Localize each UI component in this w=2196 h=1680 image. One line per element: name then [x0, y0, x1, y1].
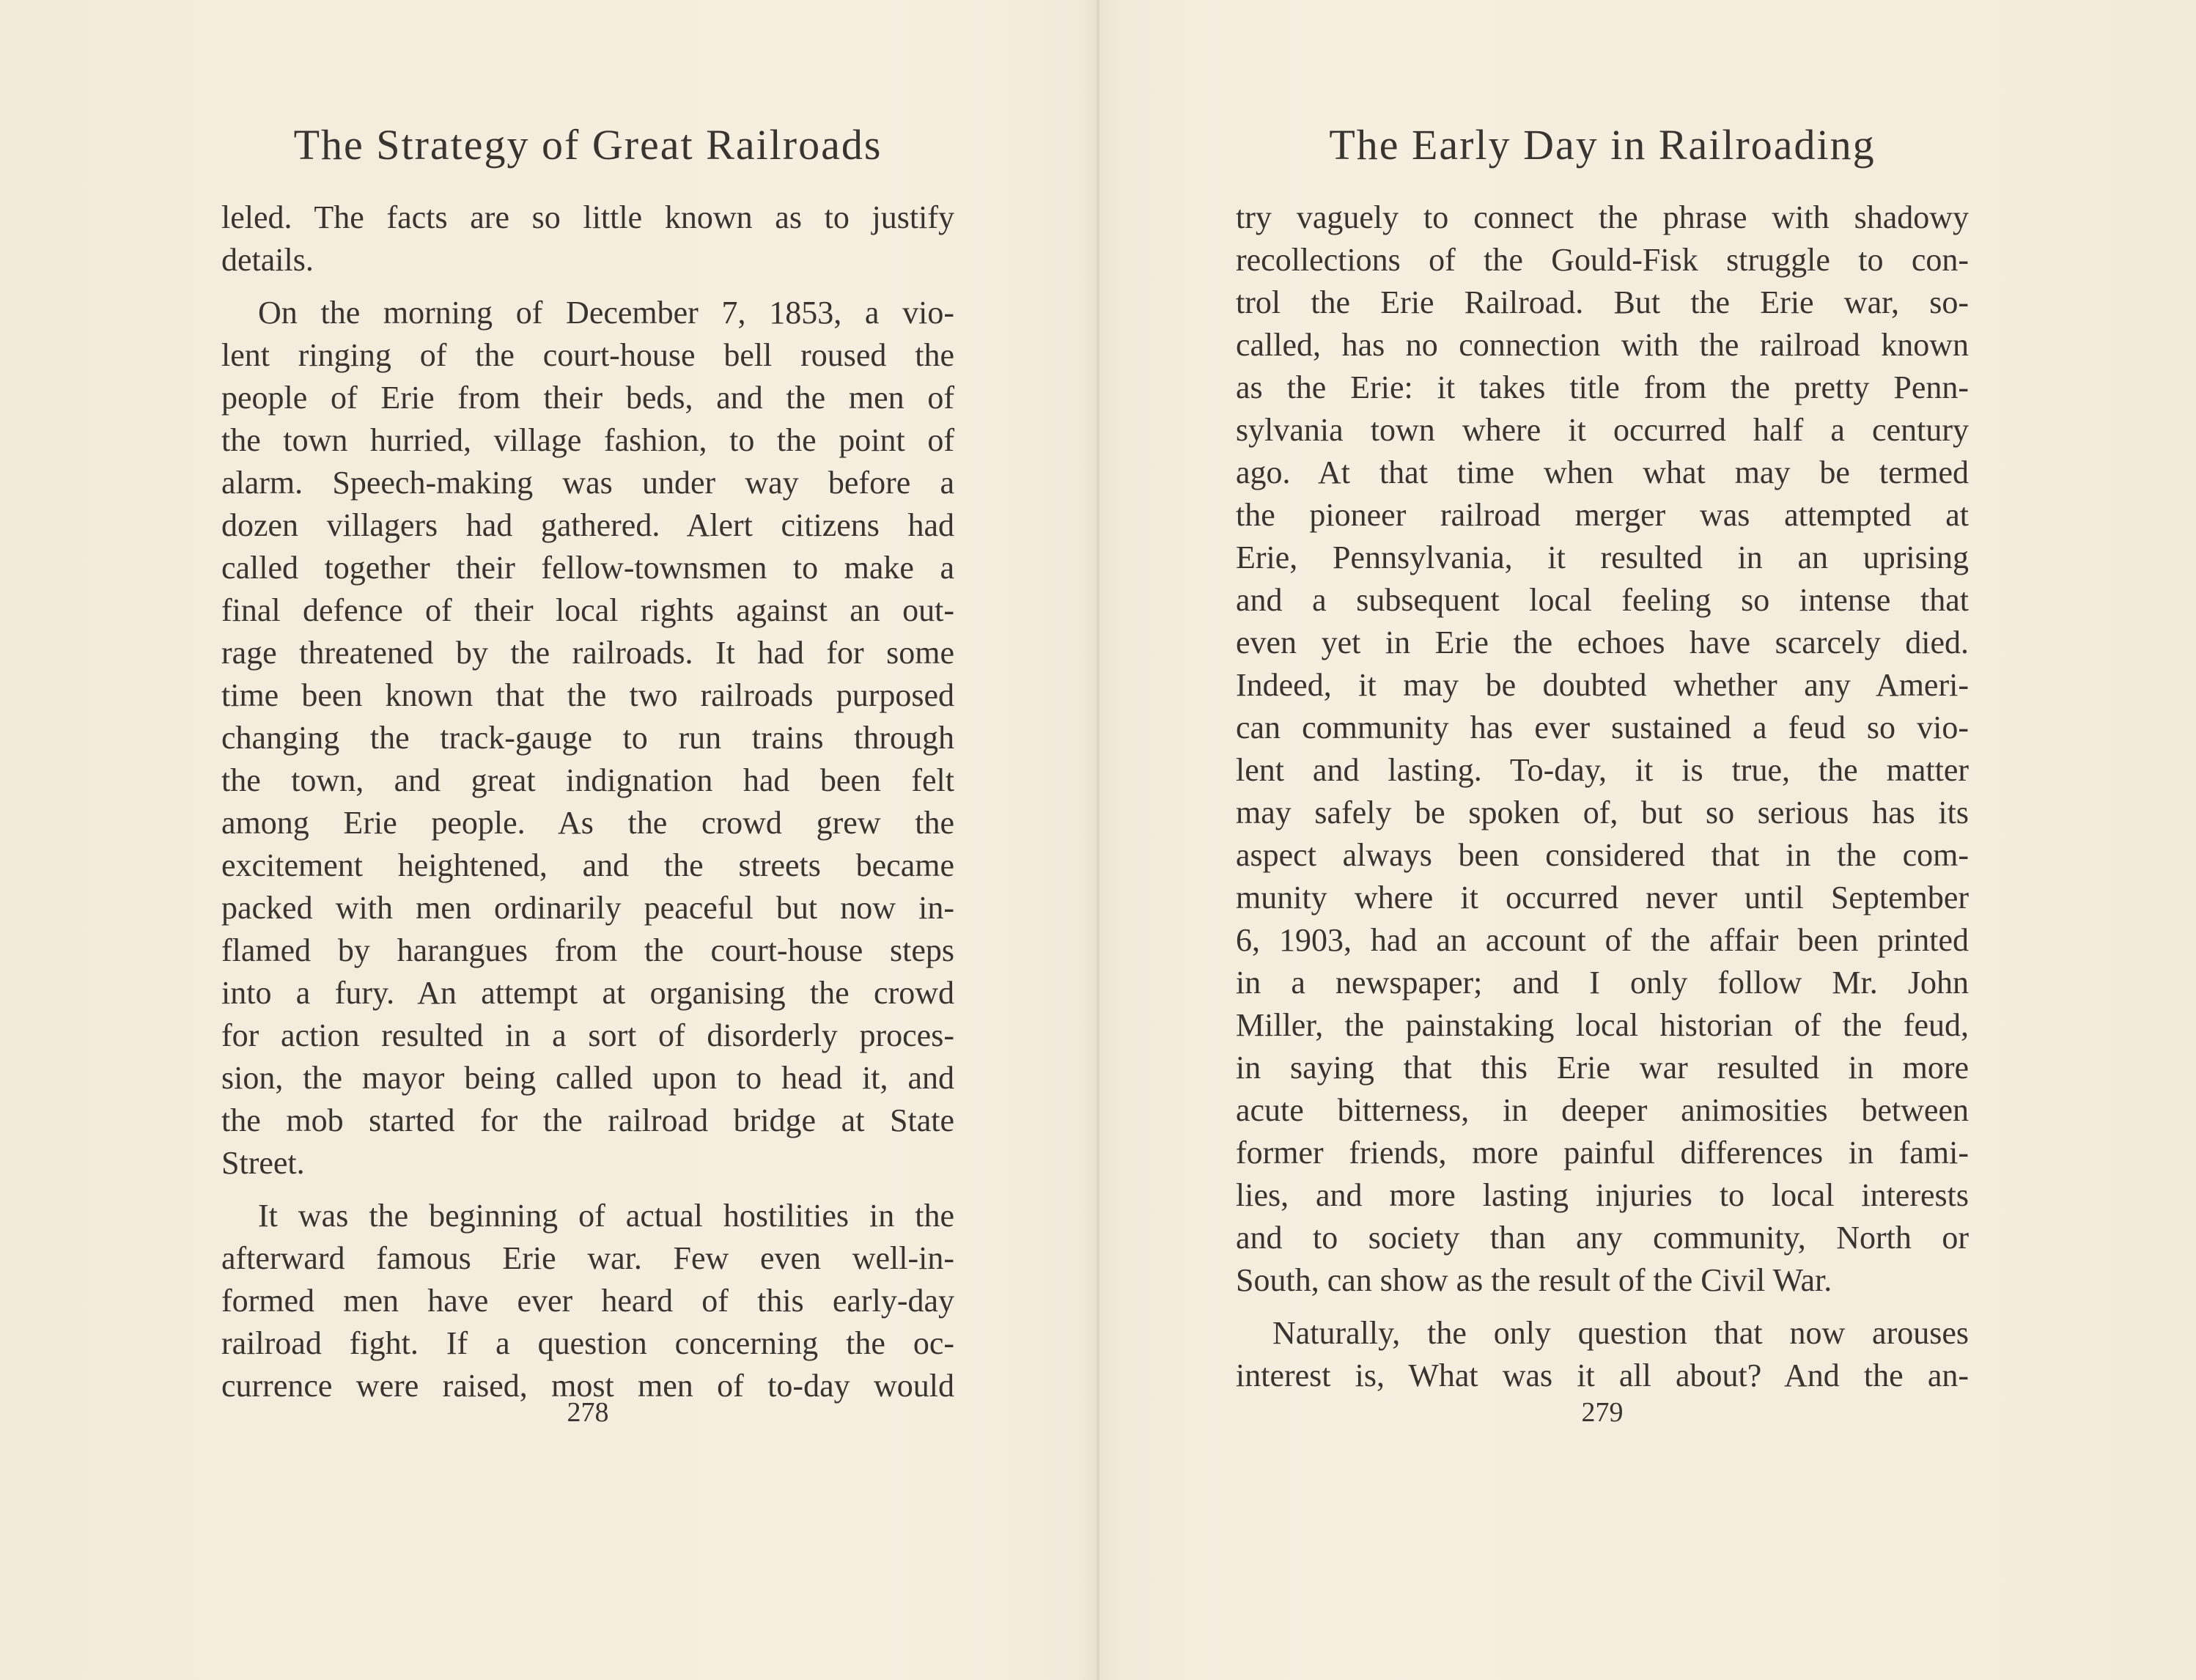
text-line: former friends, more painful differences in fami- [1236, 1135, 1969, 1171]
text-line: alarm. Speech-making was under way before a [221, 465, 954, 501]
text-line: railroad fight. If a question concerning the oc- [221, 1325, 954, 1361]
text-line: final defence of their local rights against an out- [221, 592, 954, 628]
text-line: currence were raised, most men of to-day would [221, 1368, 954, 1404]
text-line: dozen villagers had gathered. Alert citizens had [221, 507, 954, 543]
left-body-text [221, 196, 954, 1407]
text-line: packed with men ordinarily peaceful but now in- [221, 890, 954, 926]
text-line: called, has no connection with the railroad known [1236, 327, 1969, 363]
text-line: Indeed, it may be doubted whether any Ameri- [1236, 667, 1969, 703]
text-line: Miller, the painstaking local historian of the feud, [1236, 1007, 1969, 1043]
text-line: the town, and great indignation had been felt [221, 762, 954, 798]
text-line: flamed by harangues from the court-house steps [221, 932, 954, 968]
text-line: the town hurried, village fashion, to the point of [221, 422, 954, 458]
text-line: munity where it occurred never until September [1236, 880, 1969, 915]
text-line: afterward famous Erie war. Few even well-in- [221, 1240, 954, 1276]
text-line: recollections of the Gould-Fisk struggle to con- [1236, 242, 1969, 278]
text-line: South, can show as the result of the Civil War. [1236, 1262, 1832, 1298]
text-line: people of Erie from their beds, and the men of [221, 380, 954, 416]
text-line: the mob started for the railroad bridge at State [221, 1102, 954, 1138]
left-running-head: The Strategy of Great Railroads [293, 121, 883, 169]
text-line: in a newspaper; and I only follow Mr. John [1236, 965, 1969, 1001]
text-line: try vaguely to connect the phrase with shadowy [1236, 199, 1969, 235]
text-line: sylvania town where it occurred half a century [1236, 412, 1969, 448]
text-line: lies, and more lasting injuries to local interests [1236, 1177, 1969, 1213]
text-line: On the morning of December 7, 1853, a vio- [258, 295, 954, 331]
left-page-number: 278 [567, 1397, 609, 1428]
right-running-head: The Early Day in Railroading [1329, 121, 1876, 169]
text-line: for action resulted in a sort of disorderly proces- [221, 1017, 954, 1053]
text-line: details. [221, 242, 314, 278]
text-line: ago. At that time when what may be termed [1236, 454, 1969, 490]
text-line: acute bitterness, in deeper animosities between [1236, 1092, 1969, 1128]
text-line: sion, the mayor being called upon to head it, and [221, 1060, 954, 1096]
text-line: time been known that the two railroads purposed [221, 677, 954, 713]
text-line: It was the beginning of actual hostilities in the [258, 1198, 954, 1234]
right-body-text [1236, 196, 1969, 1397]
right-page-number: 279 [1581, 1397, 1624, 1428]
text-line: rage threatened by the railroads. It had for some [221, 635, 954, 671]
text-line: excitement heightened, and the streets became [221, 847, 954, 883]
text-line: Erie, Pennsylvania, it resulted in an uprising [1236, 539, 1969, 575]
text-line: into a fury. An attempt at organising the crowd [221, 975, 954, 1011]
text-line: changing the track-gauge to run trains through [221, 720, 954, 756]
text-line: as the Erie: it takes title from the pretty Penn- [1236, 369, 1969, 405]
left-page [221, 0, 1174, 1680]
text-line: formed men have ever heard of this early-day [221, 1283, 954, 1319]
text-line: leled. The facts are so little known as to justify [221, 199, 954, 235]
text-line: called together their fellow-townsmen to make a [221, 550, 954, 586]
text-line: lent and lasting. To-day, it is true, the matter [1236, 752, 1969, 788]
text-line: Street. [221, 1145, 305, 1181]
text-line: aspect always been considered that in the com- [1236, 837, 1969, 873]
text-line: interest is, What was it all about? And the an- [1236, 1357, 1969, 1393]
text-line: even yet in Erie the echoes have scarcely died. [1236, 625, 1969, 660]
right-page [1236, 0, 2189, 1680]
text-line: among Erie people. As the crowd grew the [221, 805, 954, 841]
text-line: can community has ever sustained a feud so vio- [1236, 710, 1969, 745]
text-line: in saying that this Erie war resulted in more [1236, 1050, 1969, 1086]
text-line: 6, 1903, had an account of the affair been printed [1236, 922, 1969, 958]
text-line: may safely be spoken of, but so serious has its [1236, 795, 1969, 830]
text-line: trol the Erie Railroad. But the Erie war, so- [1236, 284, 1969, 320]
text-line: the pioneer railroad merger was attempted at [1236, 497, 1969, 533]
text-line: and to society than any community, North or [1236, 1220, 1969, 1256]
text-line: Naturally, the only question that now arouses [1272, 1315, 1969, 1351]
text-line: lent ringing of the court-house bell roused the [221, 337, 954, 373]
text-line: and a subsequent local feeling so intense that [1236, 582, 1969, 618]
